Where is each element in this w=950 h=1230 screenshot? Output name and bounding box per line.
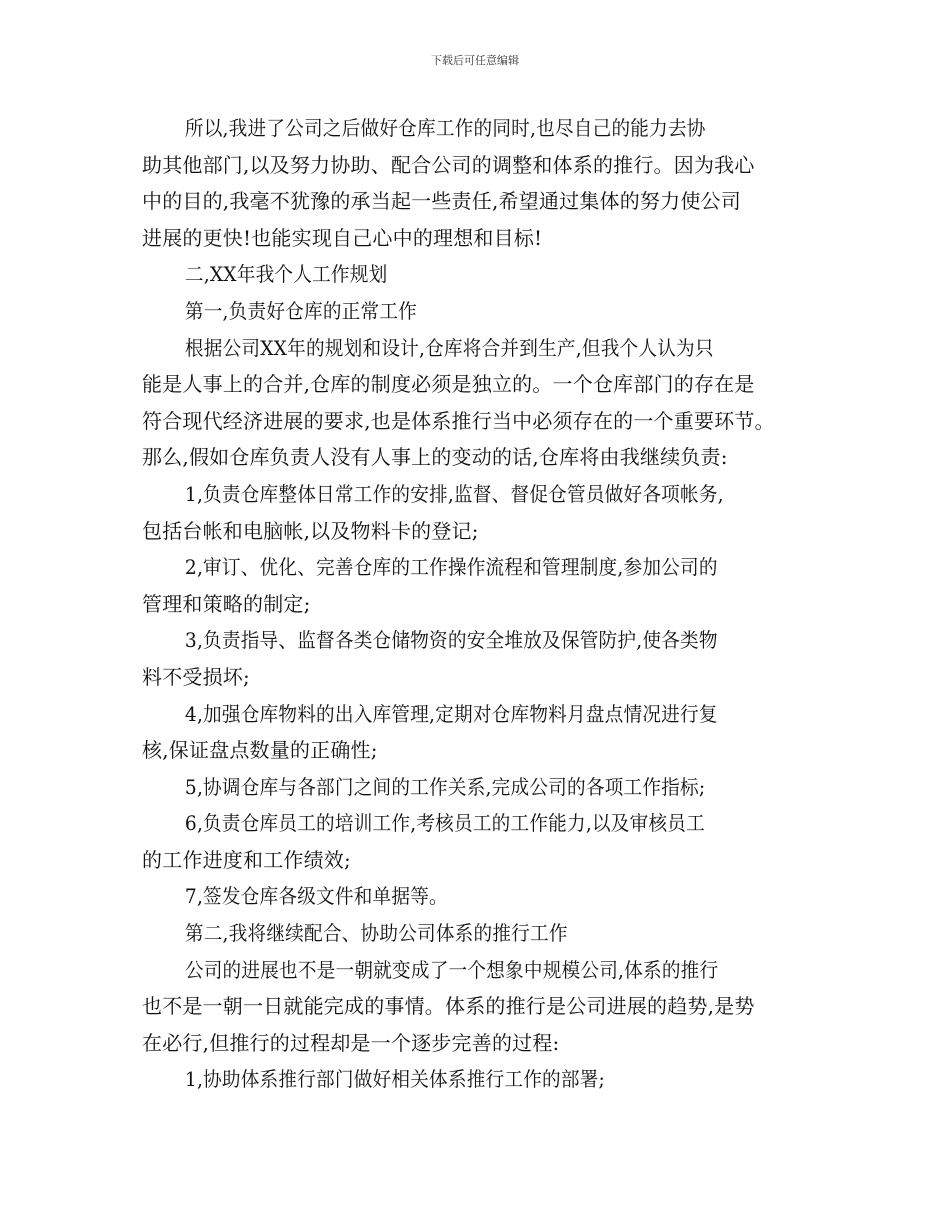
text-line: 7,签发仓库各级文件和单据等。 (184, 884, 448, 909)
text-line: 符合现代经济进展的要求,也是体系推行当中必须存在的一个重要环节。 (142, 408, 775, 433)
text-line: 料不受损坏; (142, 664, 250, 689)
text-line: 二,XX年我个人工作规划 (184, 262, 388, 287)
text-line: 根据公司XX年的规划和设计,仓库将合并到生产,但我个人认为只 (184, 335, 714, 360)
text-line: 中的目的,我毫不犹豫的承当起一些责任,希望通过集体的努力使公司 (142, 189, 741, 214)
text-line: 公司的进展也不是一朝就变成了一个想象中规模公司,体系的推行 (184, 957, 719, 982)
page-header: 下载后可任意编辑 (431, 54, 519, 67)
text-line: 第二,我将继续配合、协助公司体系的推行工作 (184, 921, 568, 946)
text-line: 能是人事上的合并,仓库的制度必须是独立的。一个仓库部门的存在是 (142, 372, 755, 397)
text-line: 所以,我进了公司之后做好仓库工作的同时,也尽自己的能力去协 (184, 116, 706, 140)
document-body (142, 110, 822, 1098)
text-line: 1,负责仓库整体日常工作的安排,监督、督促仓管员做好各项帐务, (184, 481, 724, 506)
text-line: 6,负责仓库员工的培训工作,考核员工的工作能力,以及审核员工 (184, 811, 705, 836)
text-line: 包括台帐和电脑帐,以及物料卡的登记; (142, 518, 479, 543)
text-line: 管理和策略的制定; (142, 591, 311, 616)
text-line: 第一,负责好仓库的正常工作 (184, 298, 418, 323)
text-line: 1,协助体系推行部门做好相关体系推行工作的部署; (184, 1067, 606, 1092)
text-line: 2,审订、优化、完善仓库的工作操作流程和管理制度,参加公司的 (184, 555, 718, 580)
text-line: 5,协调仓库与各部门之间的工作关系,完成公司的各项工作指标; (184, 774, 706, 799)
text-line: 进展的更快!也能实现自己心中的理想和目标! (142, 225, 543, 250)
text-line: 3,负责指导、监督各类仓储物资的安全堆放及保管防护,使各类物 (184, 628, 718, 653)
text-line: 助其他部门,以及努力协助、配合公司的调整和体系的推行。因为我心 (142, 152, 755, 177)
text-line: 那么,假如仓库负责人没有人事上的变动的话,仓库将由我继续负责: (142, 445, 728, 470)
text-line: 核,保证盘点数量的正确性; (142, 738, 378, 763)
text-line: 的工作进度和工作绩效; (142, 847, 351, 872)
text-line: 也不是一朝一日就能完成的事情。体系的推行是公司进展的趋势,是势 (142, 994, 755, 1019)
text-line: 4,加强仓库物料的出入库管理,定期对仓库物料月盘点情况进行复 (184, 701, 718, 726)
text-line: 在必行,但推行的过程却是一个逐步完善的过程: (142, 1030, 560, 1055)
